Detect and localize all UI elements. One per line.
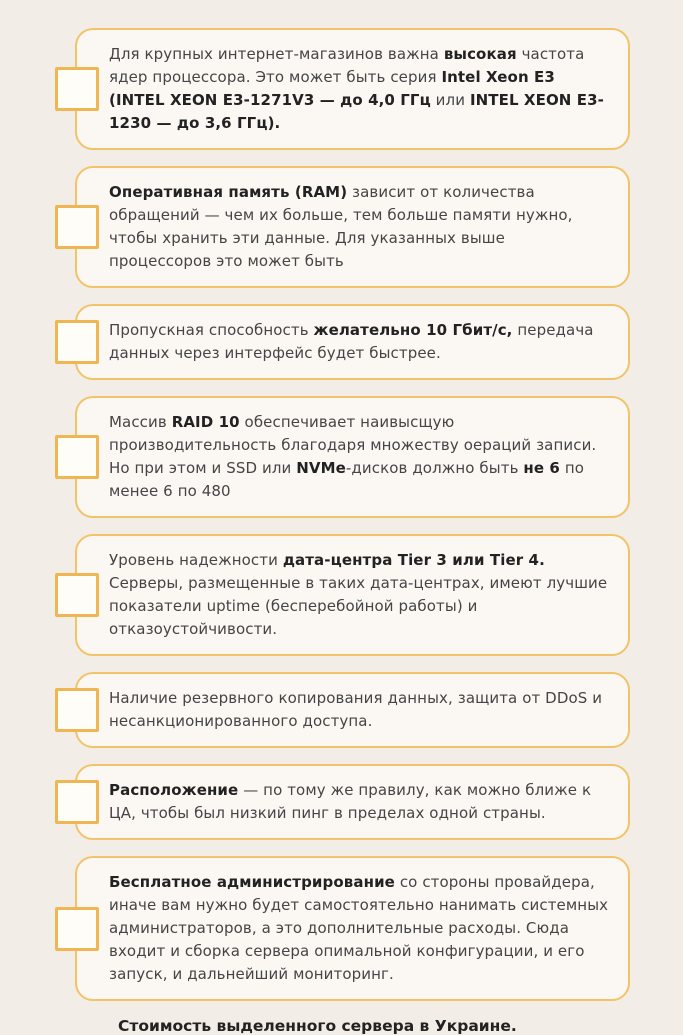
- checklist-card: [75, 672, 630, 748]
- checklist-card: [75, 856, 630, 1001]
- page-title: Стоимость выделенного сервера в Украине.: [118, 1017, 517, 1035]
- checkbox-icon[interactable]: [55, 573, 99, 617]
- checklist-card: [75, 28, 630, 150]
- checklist-item-text: Наличие резервного копирования данных, защита от DDoS и несанкционированного доступа.: [109, 689, 603, 730]
- checkbox-icon[interactable]: [55, 907, 99, 951]
- checkbox-icon[interactable]: [55, 435, 99, 479]
- checklist-item-text: Пропускная способность желательно 10 Гбит/с, передача данных через интерфейс будет быстрее.: [109, 321, 594, 362]
- checkbox-icon[interactable]: [55, 67, 99, 111]
- checkbox-icon[interactable]: [55, 320, 99, 364]
- checklist-card: [75, 534, 630, 656]
- checklist-item-text: Для крупных интернет-магазинов важна высокая частота ядер процессора. Это может быть серия Intel Xeon E3 (INTEL XEON E3-1271V3 — до 4,0 ГГц или INTEL XEON E3-1230 — до 3,6 ГГц).: [109, 45, 604, 132]
- checklist-item-text: Массив RAID 10 обеспечивает наивысщую производительность благодаря множеству оераций записи. Но при этом и SSD или NVMe-дисков должно быть не 6 по менее 6 по 480: [109, 413, 597, 500]
- checklist-card: [75, 304, 630, 380]
- checklist-card: [75, 764, 630, 840]
- checklist-item-text: Бесплатное администрирование со стороны провайдера, иначе вам нужно будет самостоятельно нанимать системных администраторов, а это дополнительные расходы. Сюда входит и сборка сервера опимальной конфигурации, и его запуск, и дальнейший мониторинг.: [109, 873, 609, 983]
- checklist-card: [75, 166, 630, 288]
- checklist-card: [75, 396, 630, 518]
- checkbox-icon[interactable]: [55, 780, 99, 824]
- checklist-item-text: Уровень надежности дата-центра Tier 3 или Tier 4. Серверы, размещенные в таких дата-центрах, имеют лучшие показатели uptime (бесперебойной работы) и отказоустойчивости.: [109, 551, 608, 638]
- checkbox-icon[interactable]: [55, 205, 99, 249]
- checkbox-icon[interactable]: [55, 688, 99, 732]
- checklist-item-text: Расположение — по тому же правилу, как можно ближе к ЦА, чтобы был низкий пинг в пределах одной страны.: [109, 781, 592, 822]
- checklist-item-text: Оперативная память (RAM) зависит от количества обращений — чем их больше, тем больше памяти нужно, чтобы хранить эти данные. Для указанных выше процессоров это может быть: [109, 183, 573, 270]
